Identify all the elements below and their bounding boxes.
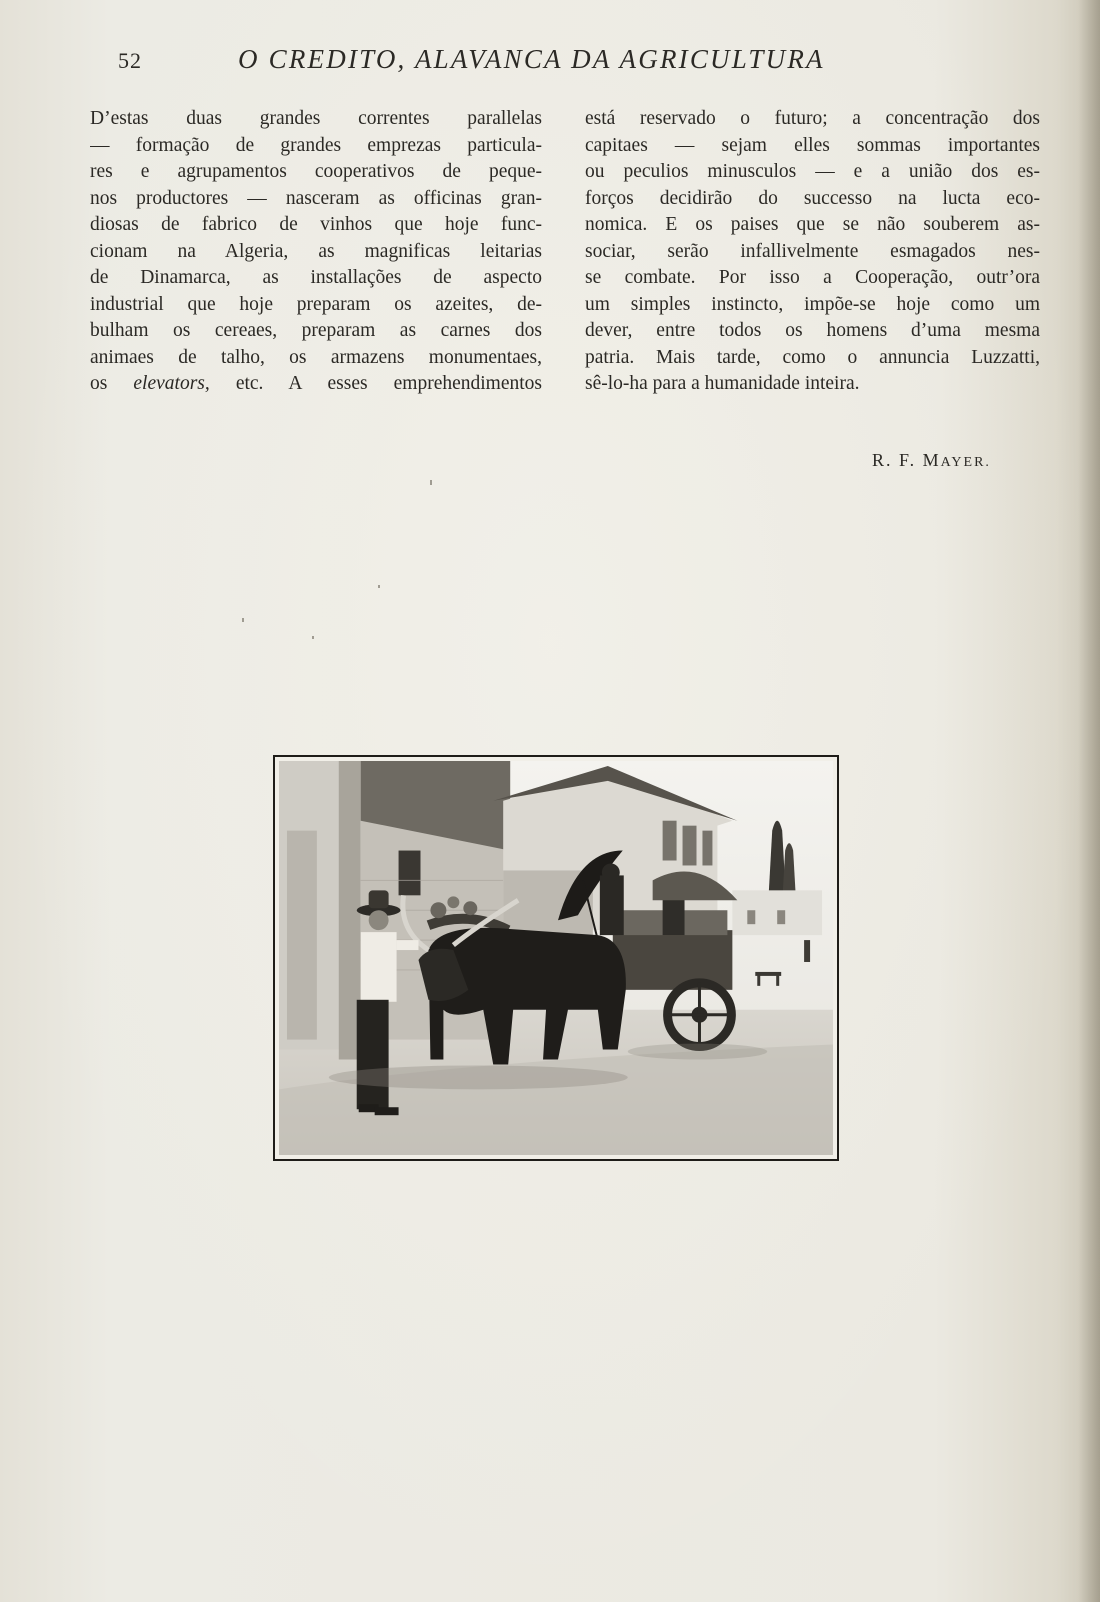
text-line-last bbox=[90, 371, 542, 398]
text-line: cionam na Algeria, as magnificas leitarias bbox=[90, 240, 542, 262]
text-line: de Dinamarca, as installações de aspecto bbox=[90, 267, 542, 288]
running-title: O CREDITO, ALAVANCA DA AGRICULTURA bbox=[238, 44, 825, 74]
text-line: D’estas duas grandes correntes parallelas bbox=[90, 108, 542, 129]
right-column bbox=[585, 106, 1040, 398]
text-line: res e agrupamentos cooperativos de peque- bbox=[90, 161, 542, 182]
text-line: está reservado o futuro; a concentração dos bbox=[585, 108, 1040, 129]
text-line: forços decidirão do successo na lucta eco- bbox=[585, 187, 1040, 209]
text-fragment: etc. A esses emprehendimentos bbox=[235, 373, 542, 394]
text-line: um simples instincto, impõe-se hoje como um bbox=[585, 293, 1040, 315]
left-column bbox=[90, 106, 542, 398]
text-fragment: os bbox=[90, 373, 108, 394]
text-line: patria. Mais tarde, como o annuncia Luzzatti, bbox=[585, 346, 1040, 368]
text-line: sê-lo-ha para a humanidade inteira. bbox=[585, 373, 860, 394]
text-line: animaes de talho, os armazens monumentaes, bbox=[90, 346, 542, 368]
text-line: diosas de fabrico de vinhos que hoje func- bbox=[90, 214, 542, 235]
signature-surname: AYER. bbox=[940, 455, 991, 470]
text-line: industrial que hoje preparam os azeites, de- bbox=[90, 293, 542, 315]
page-number: 52 bbox=[118, 48, 142, 73]
text-line: ou peculios minusculos — e a união dos es- bbox=[585, 161, 1040, 182]
paper-speck bbox=[430, 480, 432, 485]
text-line: se combate. Por isso a Cooperação, outr’ora bbox=[585, 267, 1040, 288]
text-line: sociar, serão infallivelmente esmagados nes- bbox=[585, 240, 1040, 262]
text-line: nos productores — nasceram as officinas gran- bbox=[90, 187, 542, 209]
author-signature bbox=[872, 450, 991, 471]
paper-speck bbox=[378, 585, 380, 588]
photograph-frame bbox=[273, 755, 839, 1161]
signature-initials: R. F. M bbox=[872, 450, 941, 470]
text-line: — formação de grandes emprezas particula- bbox=[90, 134, 542, 156]
spine-shadow bbox=[1078, 0, 1100, 1602]
paper-speck bbox=[242, 618, 244, 622]
text-line: capitaes — sejam elles sommas importantes bbox=[585, 134, 1040, 156]
text-line: bulham os cereaes, preparam as carnes dos bbox=[90, 320, 542, 341]
ox-cart-photograph bbox=[279, 761, 833, 1155]
italic-word: elevators, bbox=[133, 373, 210, 394]
text-line: dever, entre todos os homens d’uma mesma bbox=[585, 320, 1040, 341]
paper-speck bbox=[312, 636, 314, 639]
text-line: nomica. E os paises que se não souberem as- bbox=[585, 214, 1040, 235]
